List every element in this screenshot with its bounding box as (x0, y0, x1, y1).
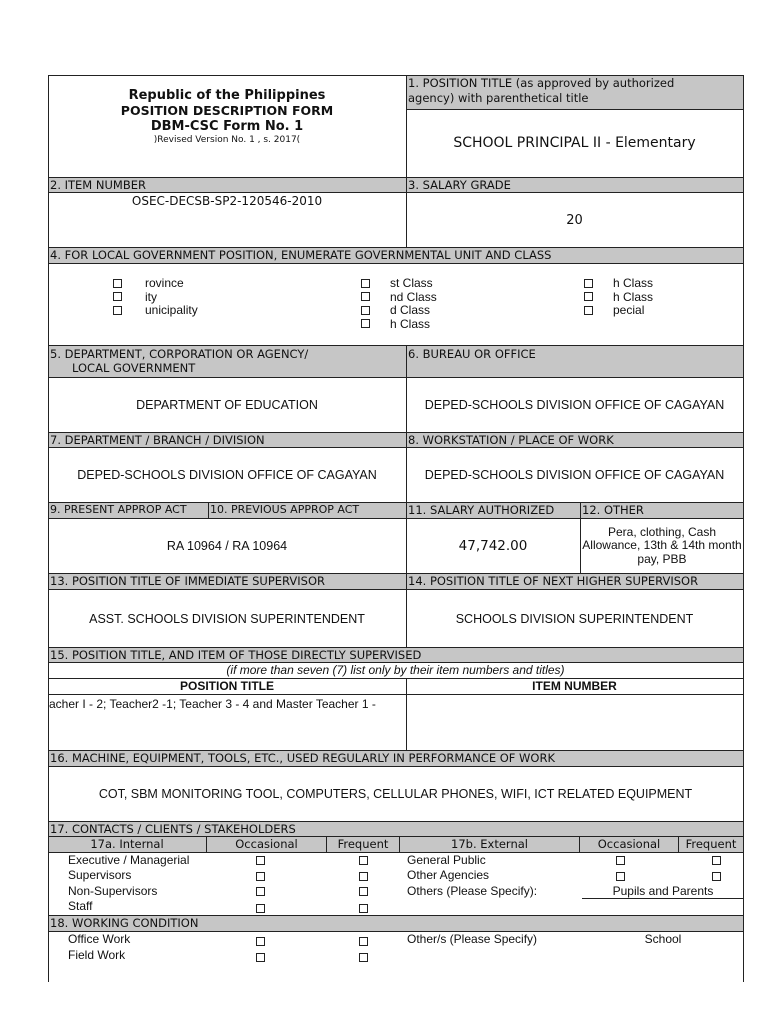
sec3-header: 3. SALARY GRADE (406, 178, 743, 192)
other-agencies-occasional-checkbox[interactable] (616, 872, 625, 881)
form-title: POSITION DESCRIPTION FORM (120, 103, 334, 118)
sec18-header: 18. WORKING CONDITION (48, 916, 743, 931)
external-frequent-header: Frequent (685, 837, 737, 851)
general-public-frequent-checkbox[interactable] (712, 856, 721, 865)
salary-grade-value: 20 (566, 212, 583, 228)
municipality-label: unicipality (145, 303, 198, 317)
special-label: pecial (613, 303, 645, 317)
sec9-header: 9. PRESENT APPROP ACT (48, 503, 208, 518)
sec12-header: 12. OTHER (580, 503, 743, 518)
internal-subheader: 17a. Internal (90, 837, 164, 851)
sec5-label: 5. DEPARTMENT, CORPORATION OR AGENCY/ (50, 347, 309, 361)
field-work-frequent-checkbox[interactable] (359, 953, 368, 962)
sec8-header: 8. WORKSTATION / PLACE OF WORK (406, 433, 743, 447)
sec15-note: (if more than seven (7) list only by their item numbers and titles) (226, 663, 565, 677)
sec4-header: 4. FOR LOCAL GOVERNMENT POSITION, ENUMERATE GOVERNMENTAL UNIT AND CLASS (48, 248, 743, 263)
internal-item-staff: Staff (68, 899, 93, 913)
executive-frequent-checkbox[interactable] (359, 856, 368, 865)
sec5-header (48, 346, 406, 377)
fifth-class-label: h Class (613, 276, 654, 290)
non-supervisors-frequent-checkbox[interactable] (359, 887, 368, 896)
supervised-positions-value: acher I - 2; Teacher2 -1; Teacher 3 - 4 and Master Teacher 1 - (49, 697, 376, 711)
first-class-label: st Class (390, 276, 433, 290)
working-office-work: Office Work (68, 932, 131, 946)
bureau-value: DEPED-SCHOOLS DIVISION OFFICE OF CAGAYAN (424, 398, 725, 412)
second-class-label: nd Class (390, 290, 437, 304)
supervisors-occasional-checkbox[interactable] (256, 872, 265, 881)
other-agencies-frequent-checkbox[interactable] (712, 872, 721, 881)
sec10-header: 10. PREVIOUS APPROP ACT (208, 503, 406, 518)
sec17-header: 17. CONTACTS / CLIENTS / STAKEHOLDERS (48, 822, 743, 836)
sec16-header: 16. MACHINE, EQUIPMENT, TOOLS, ETC., USED REGULARLY IN PERFORMANCE OF WORK (48, 751, 743, 766)
working-other-label: Other/s (Please Specify) (407, 932, 538, 946)
sec14-header: 14. POSITION TITLE OF NEXT HIGHER SUPERVISOR (406, 574, 743, 589)
sec2-header: 2. ITEM NUMBER (48, 178, 406, 192)
municipality-checkbox[interactable] (113, 306, 122, 315)
staff-occasional-checkbox[interactable] (256, 904, 265, 913)
sec1-label-2: agency) with parenthetical title (408, 91, 589, 105)
external-item-others: Others (Please Specify): (407, 884, 538, 898)
next-higher-supervisor-value: SCHOOLS DIVISION SUPERINTENDENT (455, 611, 694, 626)
second-class-checkbox[interactable] (361, 292, 370, 301)
equipment-value: COT, SBM MONITORING TOOL, COMPUTERS, CELLULAR PHONES, WIFI, ICT RELATED EQUIPMENT (98, 787, 693, 801)
province-label: rovince (145, 276, 184, 290)
sec15-header: 15. POSITION TITLE, AND ITEM OF THOSE DIRECTLY SUPERVISED (48, 648, 743, 662)
working-other-value: School (644, 932, 682, 946)
external-occasional-header: Occasional (597, 837, 661, 851)
sec13-header: 13. POSITION TITLE OF IMMEDIATE SUPERVISOR (48, 574, 406, 589)
sec1-label: 1. POSITION TITLE (as approved by authorized (408, 76, 675, 90)
form-revision: )Revised Version No. 1 , s. 2017( (153, 135, 301, 145)
salary-authorized-value: 47,742.00 (458, 538, 528, 554)
sec11-header: 11. SALARY AUTHORIZED (406, 503, 580, 518)
fourth-class-label: h Class (390, 317, 431, 331)
position-title-column-header: POSITION TITLE (179, 679, 274, 693)
office-work-frequent-checkbox[interactable] (359, 937, 368, 946)
internal-frequent-header: Frequent (337, 837, 389, 851)
sixth-class-checkbox[interactable] (584, 292, 593, 301)
item-number-value: OSEC-DECSB-SP2-120546-2010 (131, 194, 323, 208)
internal-item-non-supervisors: Non-Supervisors (68, 884, 158, 898)
external-item-other-agencies: Other Agencies (407, 868, 490, 882)
executive-occasional-checkbox[interactable] (256, 856, 265, 865)
approp-act-value: RA 10964 / RA 10964 (166, 539, 288, 553)
form-number: DBM-CSC Form No. 1 (150, 119, 304, 134)
sec5-label-2: LOCAL GOVERNMENT (72, 361, 196, 375)
form-title-block (48, 88, 406, 146)
sec6-header: 6. BUREAU OR OFFICE (406, 346, 743, 377)
other-value: Pera, clothing, Cash Allowance, 13th & 14th month pay, PBB (582, 524, 742, 566)
field-work-occasional-checkbox[interactable] (256, 953, 265, 962)
branch-value: DEPED-SCHOOLS DIVISION OFFICE OF CAGAYAN (77, 468, 377, 482)
staff-frequent-checkbox[interactable] (359, 904, 368, 913)
internal-item-supervisors: Supervisors (68, 868, 132, 882)
supervisors-frequent-checkbox[interactable] (359, 872, 368, 881)
sec1-header (406, 76, 743, 109)
city-label: ity (145, 290, 157, 304)
office-work-occasional-checkbox[interactable] (256, 937, 265, 946)
internal-item-executive: Executive / Managerial (68, 853, 190, 867)
city-checkbox[interactable] (113, 292, 122, 301)
third-class-label: d Class (390, 303, 431, 317)
sec7-header: 7. DEPARTMENT / BRANCH / DIVISION (48, 433, 406, 447)
external-others-value: Pupils and Parents (612, 884, 714, 898)
first-class-checkbox[interactable] (361, 279, 370, 288)
position-title-value: SCHOOL PRINCIPAL II - Elementary (453, 135, 696, 151)
internal-occasional-header: Occasional (235, 837, 298, 851)
special-checkbox[interactable] (584, 306, 593, 315)
fourth-class-checkbox[interactable] (361, 319, 370, 328)
province-checkbox[interactable] (113, 279, 122, 288)
sixth-class-label: h Class (613, 290, 654, 304)
non-supervisors-occasional-checkbox[interactable] (256, 887, 265, 896)
immediate-supervisor-value: ASST. SCHOOLS DIVISION SUPERINTENDENT (89, 611, 365, 626)
external-subheader: 17b. External (451, 837, 528, 851)
republic-heading: Republic of the Philippines (128, 88, 326, 103)
fifth-class-checkbox[interactable] (584, 279, 593, 288)
third-class-checkbox[interactable] (361, 306, 370, 315)
external-item-general-public: General Public (407, 853, 486, 867)
department-value: DEPARTMENT OF EDUCATION (136, 398, 318, 412)
item-number-column-header: ITEM NUMBER (532, 679, 617, 693)
working-field-work: Field Work (68, 948, 126, 962)
workstation-value: DEPED-SCHOOLS DIVISION OFFICE OF CAGAYAN (424, 468, 725, 482)
general-public-occasional-checkbox[interactable] (616, 856, 625, 865)
